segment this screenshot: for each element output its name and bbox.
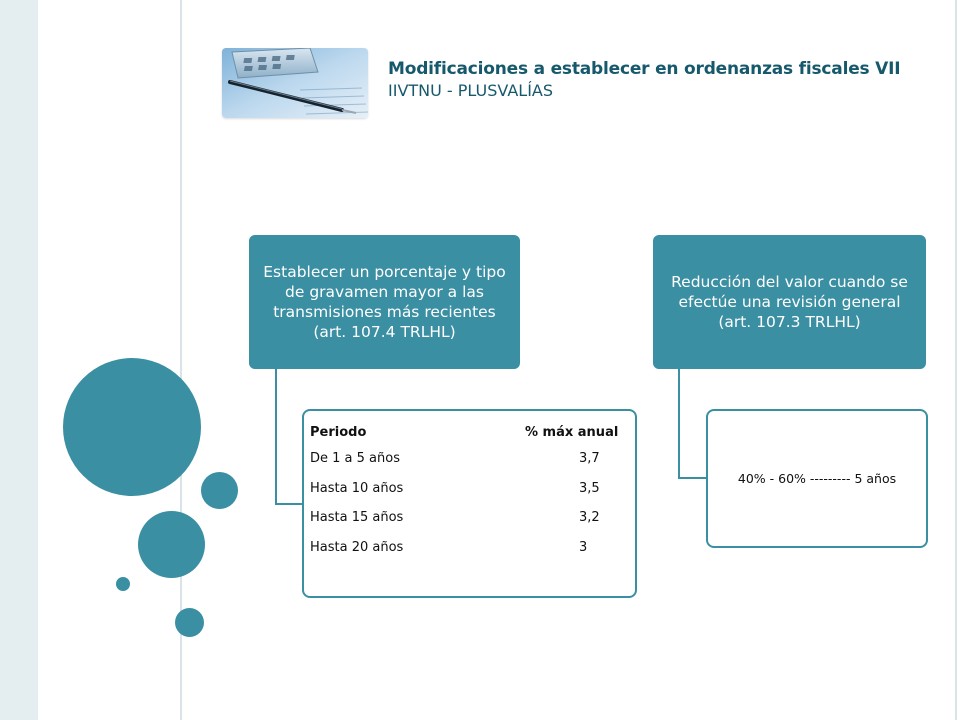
right-branch-heading: Reducción del valor cuando se efectúe una revisión general (art. 107.3 TRLHL): [671, 273, 908, 331]
table-row: [310, 444, 633, 474]
left-background-band: [0, 0, 38, 720]
slide-title: Modificaciones a establecer en ordenanzas fiscales VII: [388, 59, 901, 79]
rate-cell: 3,5: [579, 480, 600, 496]
rate-cell: 3,2: [579, 510, 600, 526]
period-cell: Hasta 20 años: [310, 539, 404, 555]
calculator-pen-icon: [222, 48, 368, 118]
rate-cell: 3: [579, 539, 588, 555]
slide-subtitle: IIVTNU - PLUSVALÍAS: [388, 81, 554, 100]
table-row: [310, 474, 633, 504]
right-branch-connector: [678, 369, 707, 479]
vertical-rule-right: [955, 0, 957, 720]
period-cell: De 1 a 5 años: [310, 451, 400, 467]
decor-circle-tiny: [116, 577, 130, 591]
decor-circle-mini: [175, 608, 204, 637]
decor-circle-large: [63, 358, 201, 496]
rate-cell: 3,7: [579, 451, 600, 467]
rate-table-header-period: Periodo: [310, 424, 367, 440]
period-cell: Hasta 15 años: [310, 510, 404, 526]
rate-table-box: [302, 409, 637, 598]
left-branch-heading-box: [249, 235, 520, 369]
table-row: [310, 503, 633, 533]
left-branch-connector: [275, 369, 303, 505]
decor-circle-small: [201, 472, 238, 509]
title-block: [388, 58, 948, 102]
rate-table-header-rate: % máx anual: [525, 424, 619, 440]
rate-table-header-row: [310, 420, 633, 444]
left-branch-heading: Establecer un porcentaje y tipo de gravamen mayor a las transmisiones más recientes (art. 107.4 TRLHL): [263, 263, 506, 341]
reduction-note: 40% - 60% --------- 5 años: [737, 471, 897, 486]
period-cell: Hasta 10 años: [310, 480, 404, 496]
right-branch-heading-box: [653, 235, 926, 369]
rate-table: [310, 420, 633, 562]
decor-circle-medium: [138, 511, 205, 578]
table-row: [310, 533, 633, 563]
reduction-note-box: [706, 409, 928, 548]
